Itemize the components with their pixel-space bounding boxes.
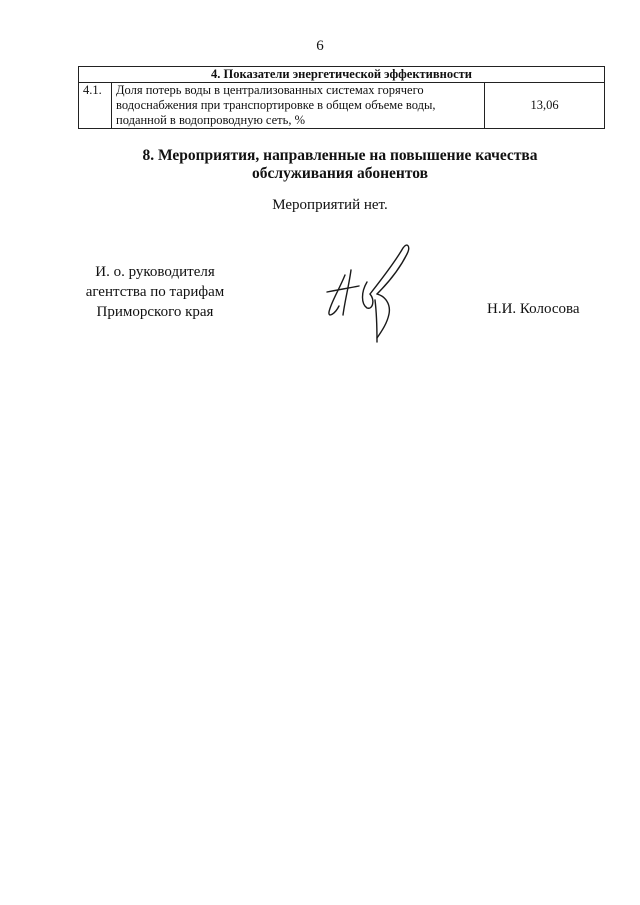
page-number: 6: [316, 38, 324, 54]
row-value: 13,06: [485, 83, 605, 129]
signatory-name: Н.И. Колосова: [487, 301, 580, 317]
row-number: 4.1.: [79, 83, 112, 129]
section-heading-line: 8. Мероприятия, направленные на повышение качества: [142, 147, 538, 164]
row-description-line: поданной в водопроводную сеть, %: [116, 113, 306, 127]
table-row: [79, 83, 605, 129]
energy-efficiency-table: [78, 66, 605, 129]
row-description-line: водоснабжения при транспортировке в общем объеме воды,: [116, 98, 436, 112]
row-description-line: Доля потерь воды в централизованных системах горячего: [116, 83, 424, 97]
handwritten-signature-icon: [315, 240, 415, 350]
table-section-header-row: [79, 67, 605, 83]
table-section-title: 4. Показатели энергетической эффективности: [79, 67, 605, 83]
section-heading: [60, 147, 620, 183]
signatory-position-line: И. о. руководителя: [95, 264, 215, 280]
section-body-text: Мероприятий нет.: [272, 197, 388, 213]
row-description: [112, 83, 485, 129]
section-heading-line: обслуживания абонентов: [252, 165, 428, 182]
signatory-position: [70, 262, 240, 322]
signatory-position-line: агентства по тарифам: [85, 284, 225, 300]
signatory-position-line: Приморского края: [96, 304, 214, 320]
